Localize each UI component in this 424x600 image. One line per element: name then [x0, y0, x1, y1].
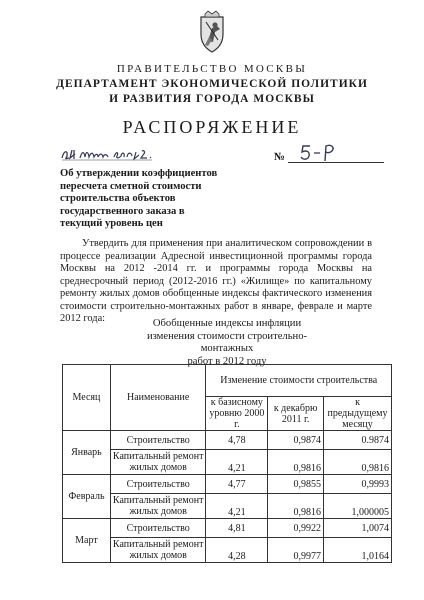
prev-cell: 0,9816 — [324, 450, 392, 475]
base-cell: 4,21 — [206, 494, 268, 519]
name-cell: Строительство — [110, 475, 206, 494]
table-caption-line-1: Обобщенные индексы инфляции — [152, 318, 302, 329]
department-line-1: ДЕПАРТАМЕНТ ЭКОНОМИЧЕСКОЙ ПОЛИТИКИ — [56, 78, 368, 90]
name-cell: Капитальный ремонт жилых домов — [110, 494, 206, 519]
base-cell: 4,81 — [206, 519, 268, 538]
table-caption — [130, 318, 324, 368]
header-base-level: к базисному уровню 2000 г. — [206, 397, 268, 431]
prev-cell: 1,000005 — [324, 494, 392, 519]
handwritten-number — [298, 142, 346, 162]
table-row — [63, 494, 392, 519]
dec-cell: 0,9816 — [268, 494, 324, 519]
month-cell: Февраль — [63, 475, 111, 519]
table-row — [63, 431, 392, 450]
document-subject: Об утверждении коэффициентов пересчета сметной стоимости строительства объектов государственного заказа в текущий уровень цен — [60, 168, 218, 229]
inflation-index-table — [62, 364, 392, 563]
dec-cell: 0,9816 — [268, 450, 324, 475]
month-cell: Март — [63, 519, 111, 563]
month-cell: Январь — [63, 431, 111, 475]
header-prev-month: к предыдущему месяцу — [324, 397, 392, 431]
dec-cell: 0,9855 — [268, 475, 324, 494]
moscow-coat-of-arms-icon — [196, 10, 228, 54]
number-label: № — [274, 151, 286, 163]
base-cell: 4,77 — [206, 475, 268, 494]
body-paragraph: Утвердить для применения при аналитическом сопровождении в процессе реализации Адресной инвестиционной программы города Москвы на 2012 -2014 гг. и программы города Москвы на среднесрочный период (2012-2016 гг.) «Жилище» по капитальному ремонту жилых домов обобщенные индексы фактического изменения стоимости строительно-монтажных работ в январе, феврале и марте 2012 года: — [60, 238, 372, 324]
prev-cell: 0.9874 — [324, 431, 392, 450]
dec-cell: 0,9977 — [268, 538, 324, 563]
table-row — [63, 519, 392, 538]
header-name: Наименование — [110, 365, 206, 431]
department-name — [0, 77, 424, 107]
header-dec-2011: к декабрю 2011 г. — [268, 397, 324, 431]
base-cell: 4,28 — [206, 538, 268, 563]
prev-cell: 0,9993 — [324, 475, 392, 494]
name-cell: Строительство — [110, 519, 206, 538]
prev-cell: 1,0074 — [324, 519, 392, 538]
name-cell: Капитальный ремонт жилых домов — [110, 538, 206, 563]
dec-cell: 0,9874 — [268, 431, 324, 450]
table-row — [63, 450, 392, 475]
table-caption-line-2: изменения стоимости строительно-монтажных — [146, 330, 308, 354]
base-cell: 4,21 — [206, 450, 268, 475]
table-row — [63, 475, 392, 494]
name-cell: Строительство — [110, 431, 206, 450]
header-change-group: Изменение стоимости строительства — [206, 365, 392, 397]
table-caption-line-3: работ в 2012 году — [187, 355, 267, 367]
prev-cell: 1,0164 — [324, 538, 392, 563]
number-underline — [288, 162, 384, 163]
dec-cell: 0,9922 — [268, 519, 324, 538]
header-month: Месяц — [63, 365, 111, 431]
name-cell: Капитальный ремонт жилых домов — [110, 450, 206, 475]
handwritten-date — [60, 146, 156, 162]
document-type: РАСПОРЯЖЕНИЕ — [122, 117, 302, 137]
base-cell: 4,78 — [206, 431, 268, 450]
department-line-2: И РАЗВИТИЯ ГОРОДА МОСКВЫ — [109, 93, 315, 105]
government-name: ПРАВИТЕЛЬСТВО МОСКВЫ — [116, 63, 308, 75]
table-row — [63, 538, 392, 563]
